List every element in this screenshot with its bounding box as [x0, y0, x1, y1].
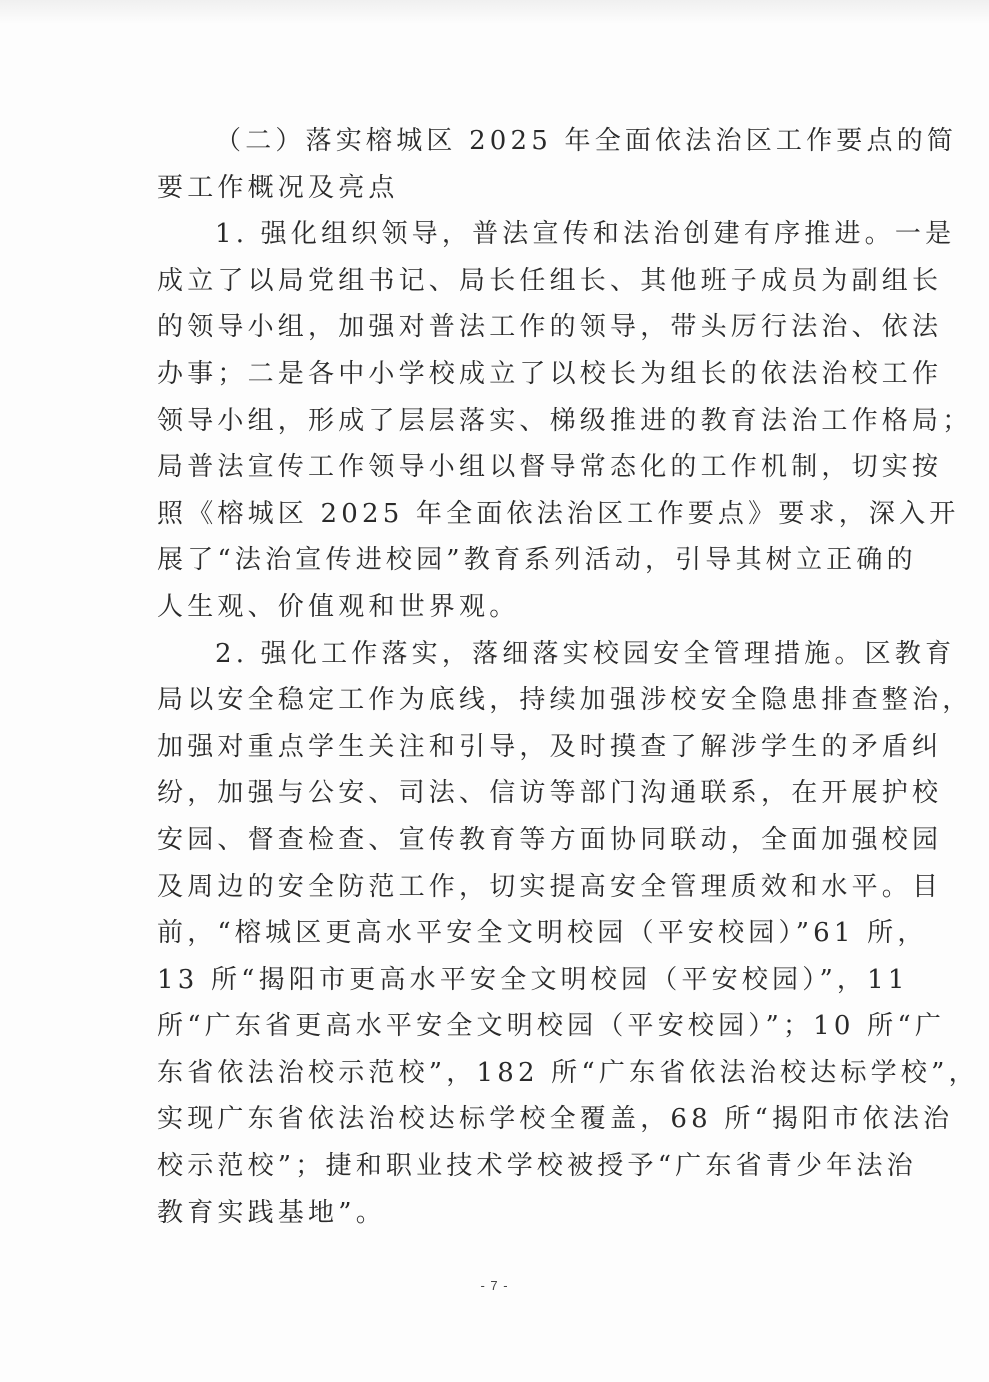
paragraph-line: 实现广东省依法治校达标学校全覆盖，68 所“揭阳市依法治 — [157, 1104, 954, 1135]
paragraph-line: 局普法宣传工作领导小组以督导常态化的工作机制，切实按 — [157, 452, 943, 483]
section-heading — [157, 118, 958, 211]
paragraph-line: 加强对重点学生关注和引导，及时摸查了解涉学生的矛盾纠 — [157, 731, 943, 762]
paragraph-line: 及周边的安全防范工作，切实提高安全管理质效和水平。目 — [157, 871, 943, 902]
paragraph-line: 的领导小组，加强对普法工作的领导，带头厉行法治、依法 — [157, 312, 943, 343]
paragraph-line: 前，“榕城区更高水平安全文明校园（平安校园）”61 所， — [157, 918, 928, 949]
paragraph-line: 13 所“揭阳市更高水平安全文明校园（平安校园）”，11 — [157, 964, 909, 995]
paragraph-line: 领导小组，形成了层层落实、梯级推进的教育法治工作格局； — [157, 405, 973, 436]
paragraph-line: 成立了以局党组书记、局长任组长、其他班子成员为副组长 — [157, 265, 943, 296]
paragraph-line: 安园、督查检查、宣传教育等方面协同联动，全面加强校园 — [157, 824, 943, 855]
paragraph-campus-safety — [157, 631, 979, 1237]
paragraph-line: 所“广东省更高水平安全文明校园（平安校园）”；10 所“广 — [157, 1011, 946, 1042]
page-number: - 7 - — [480, 1278, 509, 1293]
heading-line: （二）落实榕城区 2025 年全面依法治区工作要点的简 — [215, 126, 958, 156]
heading-line: 要工作概况及亮点 — [157, 172, 399, 203]
paragraph-line: 办事；二是各中小学校成立了以校长为组长的依法治校工作 — [157, 358, 943, 389]
paragraph-organization-leadership — [157, 211, 973, 630]
paragraph-line: 2. 强化工作落实，落细落实校园安全管理措施。区教育 — [215, 638, 956, 669]
paragraph-line: 东省依法治校示范校”，182 所“广东省依法治校达标学校”， — [157, 1057, 979, 1088]
paragraph-line: 1. 强化组织领导，普法宣传和法治创建有序推进。一是 — [215, 219, 956, 250]
paragraph-line: 展了“法治宣传进校园”教育系列活动，引导其树立正确的 — [157, 545, 917, 576]
paragraph-line: 局以安全稳定工作为底线，持续加强涉校安全隐患排查整治， — [157, 685, 973, 716]
paragraph-line: 人生观、价值观和世界观。 — [157, 591, 520, 622]
paragraph-line: 教育实践基地”。 — [157, 1197, 386, 1228]
document-body — [157, 118, 979, 1236]
paragraph-line: 纷，加强与公安、司法、信访等部门沟通联系，在开展护校 — [157, 778, 943, 809]
paragraph-line: 照《榕城区 2025 年全面依法治区工作要点》要求，深入开 — [157, 498, 960, 529]
paragraph-line: 校示范校”；捷和职业技术学校被授予“广东省青少年法治 — [157, 1151, 917, 1182]
scan-artifact — [0, 0, 989, 24]
